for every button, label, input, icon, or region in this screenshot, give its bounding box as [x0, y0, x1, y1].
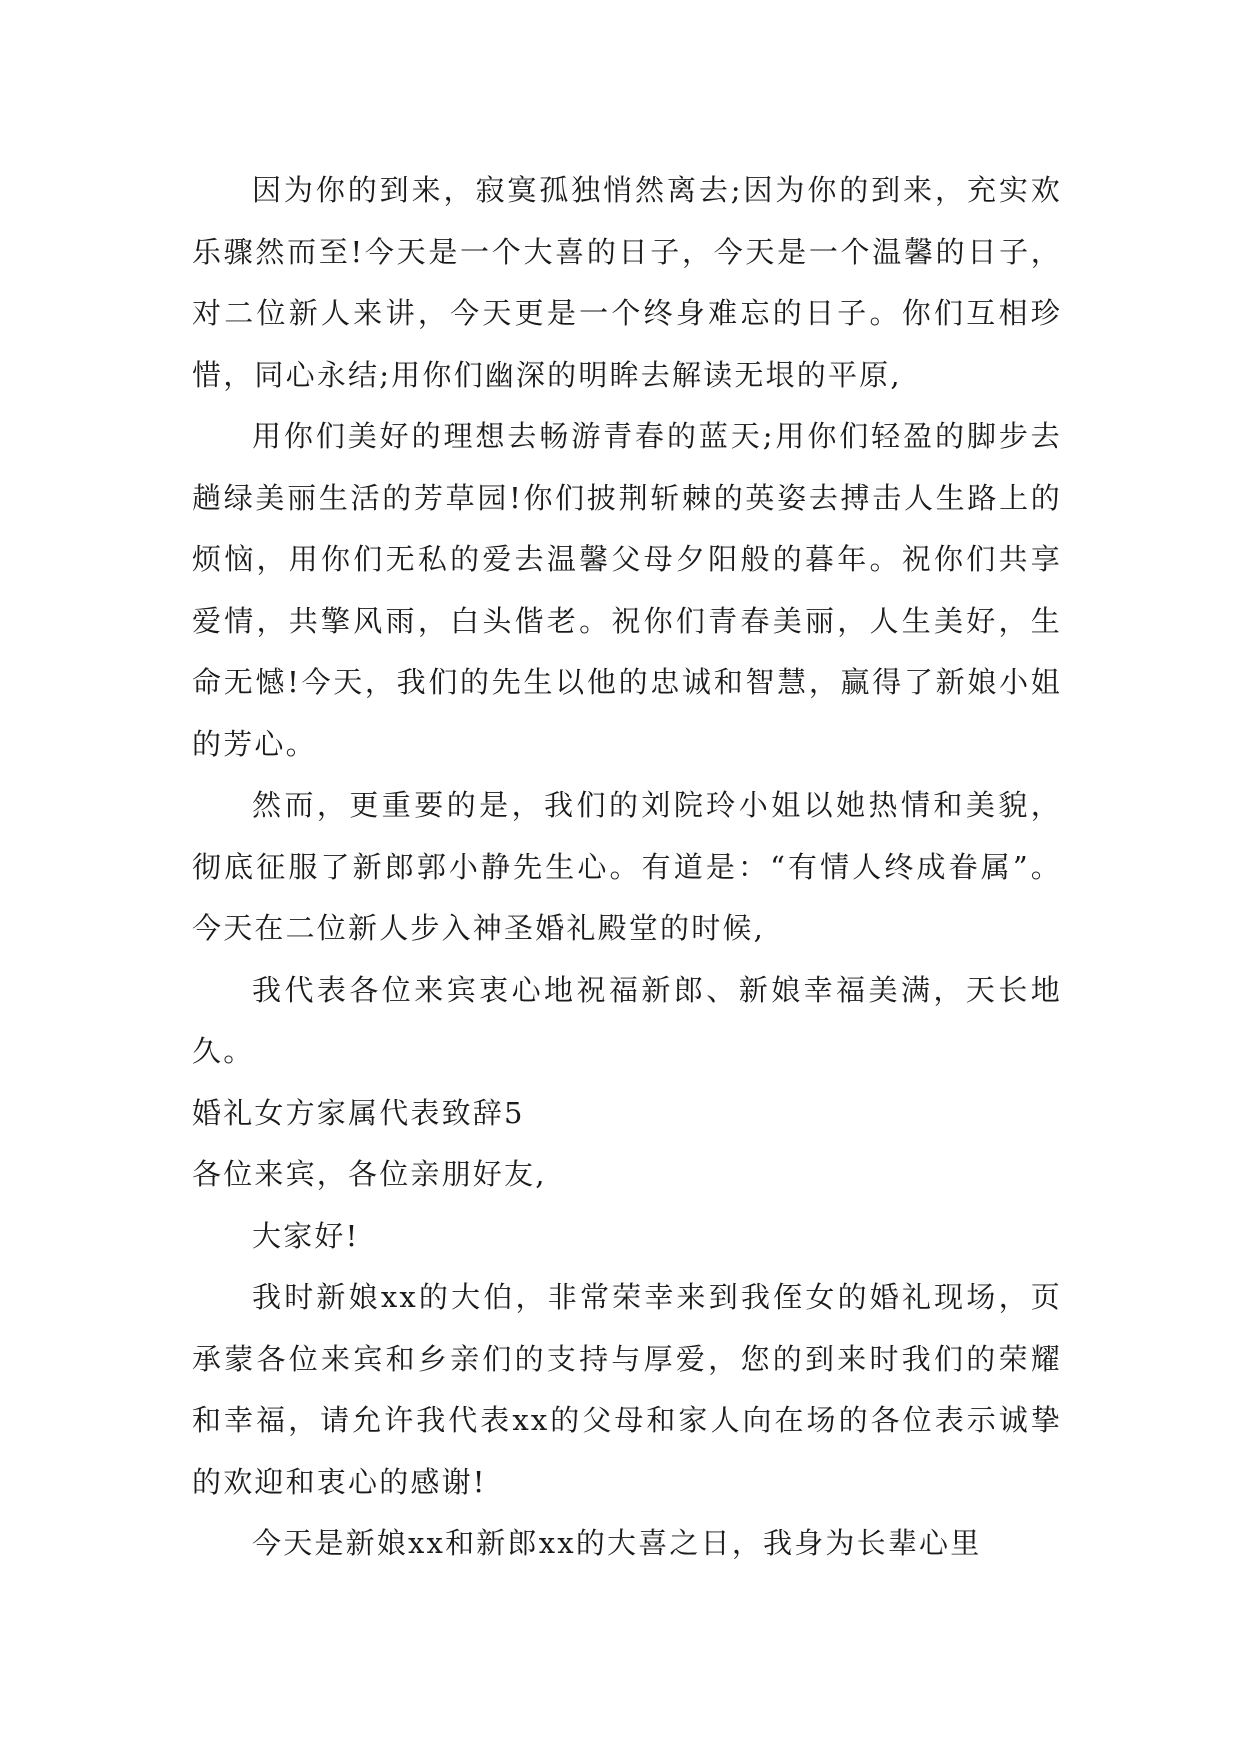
- paragraph: 今天是新娘xx和新郎xx的大喜之日，我身为长辈心里: [252, 1526, 982, 1560]
- paragraph: 我代表各位来宾衷心地祝福新郎、新娘幸福美满，天长地久。: [192, 972, 1062, 1068]
- paragraph: 因为你的到来，寂寞孤独悄然离去;因为你的到来，充实欢乐骤然而至!今天是一个大喜的日子，今天是一个温馨的日子，对二位新人来讲，今天更是一个终身难忘的日子。你们互相珍惜，同心永结;用你们幽深的明眸去解读无垠的平原,: [192, 173, 1062, 392]
- salutation: 各位来宾，各位亲朋好友,: [192, 1157, 547, 1191]
- document-body: [192, 160, 1062, 1575]
- paragraph: 然而，更重要的是，我们的刘院玲小姐以她热情和美貌，彻底征服了新郎郭小静先生心。有道是：“有情人终成眷属”。今天在二位新人步入神圣婚礼殿堂的时候,: [192, 788, 1062, 945]
- paragraph: 我时新娘xx的大伯，非常荣幸来到我侄女的婚礼现场，页承蒙各位来宾和乡亲们的支持与厚爱，您的到来时我们的荣耀和幸福，请允许我代表xx的父母和家人向在场的各位表示诚挚的欢迎和衷心的感谢!: [192, 1280, 1062, 1499]
- section-heading: 婚礼女方家属代表致辞5: [192, 1095, 525, 1130]
- greeting: 大家好!: [252, 1218, 360, 1253]
- paragraph: 用你们美好的理想去畅游青春的蓝天;用你们轻盈的脚步去趟绿美丽生活的芳草园!你们披荆斩棘的英姿去搏击人生路上的烦恼，用你们无私的爱去温馨父母夕阳般的暮年。祝你们共享爱情，共擎风雨，白头偕老。祝你们青春美丽，人生美好，生命无憾!今天，我们的先生以他的忠诚和智慧，赢得了新娘小姐的芳心。: [192, 419, 1062, 761]
